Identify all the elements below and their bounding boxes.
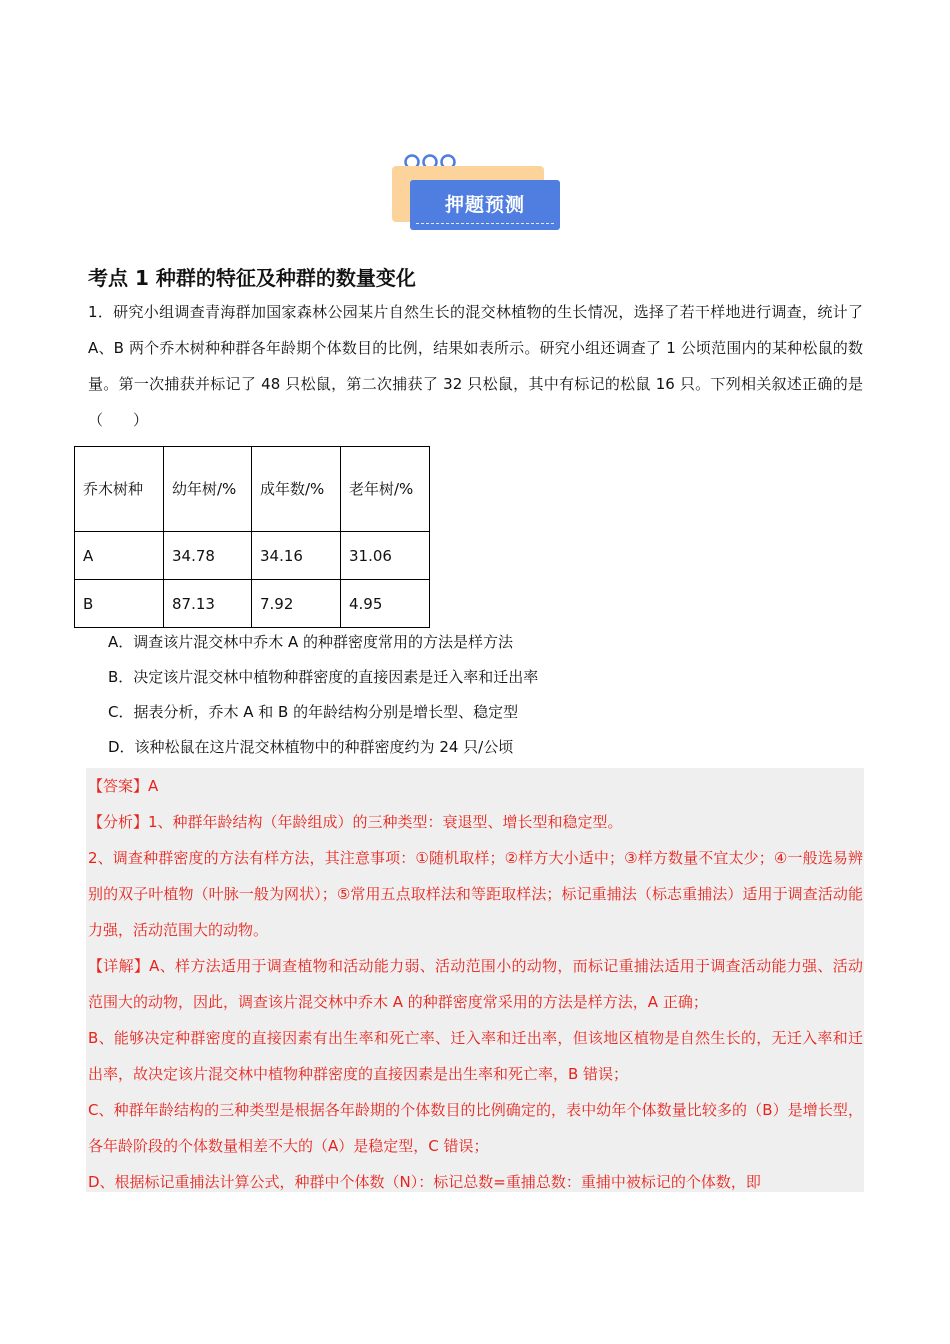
detail-option-a: 【详解】A、样方法适用于调查植物和活动能力弱、活动范围小的动物，而标记重捕法适用于调查活动能力强、活动范围大的动物，因此，调查该片混交林中乔木 A 的种群密度常采用的方法是样方法，A 正确； [88,957,863,1011]
table-row [75,580,430,628]
option-a: A．调查该片混交林中乔木 A 的种群密度常用的方法是样方法 [108,633,514,651]
badge-label: 押题预测 [444,194,525,216]
table-header-cell: 乔木树种 [75,447,164,532]
table-cell: 34.78 [164,532,252,580]
analysis-point-1: 【分析】1、种群年龄结构（年龄组成）的三种类型：衰退型、增长型和稳定型。 [88,813,623,831]
detail-option-d: D、根据标记重捕法计算公式，种群中个体数（N）：标记总数=重捕总数：重捕中被标记的个体数，即 [88,1173,761,1191]
question-stem: 1．研究小组调查青海群加国家森林公园某片自然生长的混交林植物的生长情况，选择了若干样地进行调查，统计了 A、B 两个乔木树种种群各年龄期个体数目的比例，结果如表所示。研究小组还调查了 1 公顷范围内的某种松鼠的数量。第一次捕获并标记了 48 只松鼠，第二次捕获了 32 只松鼠，其中有标记的松鼠 16 只。下列相关叙述正确的是（ ） [88,303,863,429]
table-header-cell: 成年数/% [252,447,341,532]
table-cell: 31.06 [341,532,430,580]
badge-front-panel [410,180,560,230]
detail-option-c: C、种群年龄结构的三种类型是根据各年龄期的个体数目的比例确定的，表中幼年个体数量比较多的（B）是增长型，各年龄阶段的个体数量相差不大的（A）是稳定型，C 错误； [88,1101,863,1155]
analysis-point-2: 2、调查种群密度的方法有样方法，其注意事项：①随机取样；②样方大小适中；③样方数量不宜太少；④一般选易辨别的双子叶植物（叶脉一般为网状）；⑤常用五点取样法和等距取样法；标记重捕法（标志重捕法）适用于调查活动能力强，活动范围大的动物。 [88,849,863,939]
detail-option-b: B、能够决定种群密度的直接因素有出生率和死亡率、迁入率和迁出率，但该地区植物是自然生长的，无迁入率和迁出率，故决定该片混交林中植物种群密度的直接因素是出生率和死亡率，B 错误； [88,1029,863,1083]
section-badge [392,152,564,236]
table-cell: 34.16 [252,532,341,580]
option-b: B．决定该片混交林中植物种群密度的直接因素是迁入率和迁出率 [108,668,539,686]
table-cell: 7.92 [252,580,341,628]
answer-line: 【答案】A [88,777,159,795]
age-structure-table [74,446,430,628]
table-cell: B [75,580,164,628]
option-d: D．该种松鼠在这片混交林植物中的种群密度约为 24 只/公顷 [108,738,514,756]
table-cell: 4.95 [341,580,430,628]
table-cell: A [75,532,164,580]
table-cell: 87.13 [164,580,252,628]
table-header-cell: 老年树/% [341,447,430,532]
table-header-cell: 幼年树/% [164,447,252,532]
table-header-row [75,447,430,532]
badge-dashed-line [416,223,554,224]
table-row [75,532,430,580]
section-heading: 考点 1 种群的特征及种群的数量变化 [88,266,416,290]
option-c: C．据表分析，乔木 A 和 B 的年龄结构分别是增长型、稳定型 [108,703,519,721]
